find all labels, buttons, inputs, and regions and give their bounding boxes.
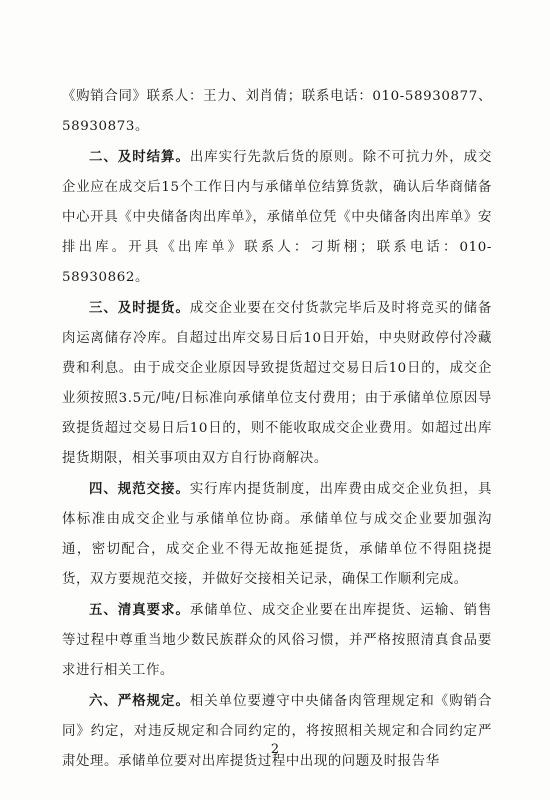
paragraph-text: 实行库内提货制度，出库费由成交企业负担，具体标准由成交企业与承储单位协商。承储单位与成交企业要加强沟通，密切配合，成交企业不得无故拖延提货，承储单位不得阻挠提货，双方要规范交接，并做好交接相关记录，确保工作顺利完成。 xyxy=(62,482,492,587)
paragraph-text: 相关单位要遵守中央储备肉管理规定和《购销合同》约定，对违反规定和合同约定的，将按照相关规定和合同约定严肃处理。承储单位要对出库提货过程中出现的问题及时报告华 xyxy=(62,694,492,769)
section-heading: 六、严格规定。 xyxy=(89,693,190,709)
paragraph-regulations xyxy=(62,686,492,777)
paragraph-contact xyxy=(62,82,492,142)
paragraph-pickup xyxy=(62,293,492,474)
paragraph-text: 成交企业要在交付货款完毕后及时将竞买的储备肉运离储存冷库。自超过出库交易日后10日开始，中央财政停付冷藏费和利息。由于成交企业原因导致提货超过交易日后10日的，成交企业须按照3.5元/吨/日标准向承储单位支付费用；由于承储单位原因导致提货超过交易日后10日的，则不能收取成交企业费用。如超过出库提货期限，相关事项由双方自行协商解决。 xyxy=(62,301,492,466)
paragraph-text: 承储单位、成交企业要在出库提货、运输、销售等过程中尊重当地少数民族群众的风俗习惯，并严格按照清真食品要求进行相关工作。 xyxy=(62,603,492,678)
section-heading: 五、清真要求。 xyxy=(89,602,190,618)
document-body xyxy=(62,82,492,777)
paragraph-handover xyxy=(62,474,492,595)
section-heading: 四、规范交接。 xyxy=(89,481,190,497)
paragraph-text: 出库实行先款后货的原则。除不可抗力外，成交企业应在成交后15个工作日内与承储单位结算货款，确认后华商储备中心开具《中央储备肉出库单》，承储单位凭《中央储备肉出库单》安排出库。开具《出库单》联系人：刁斯栩；联系电话：010-58930862。 xyxy=(62,150,492,285)
paragraph-halal xyxy=(62,595,492,686)
paragraph-text: 《购销合同》联系人：王力、刘肖倩；联系电话：010-58930877、58930873。 xyxy=(62,89,492,134)
page-number: 2 xyxy=(270,742,280,757)
section-heading: 二、及时结算。 xyxy=(89,149,190,165)
section-heading: 三、及时提货。 xyxy=(89,300,190,316)
paragraph-settlement xyxy=(62,142,492,293)
